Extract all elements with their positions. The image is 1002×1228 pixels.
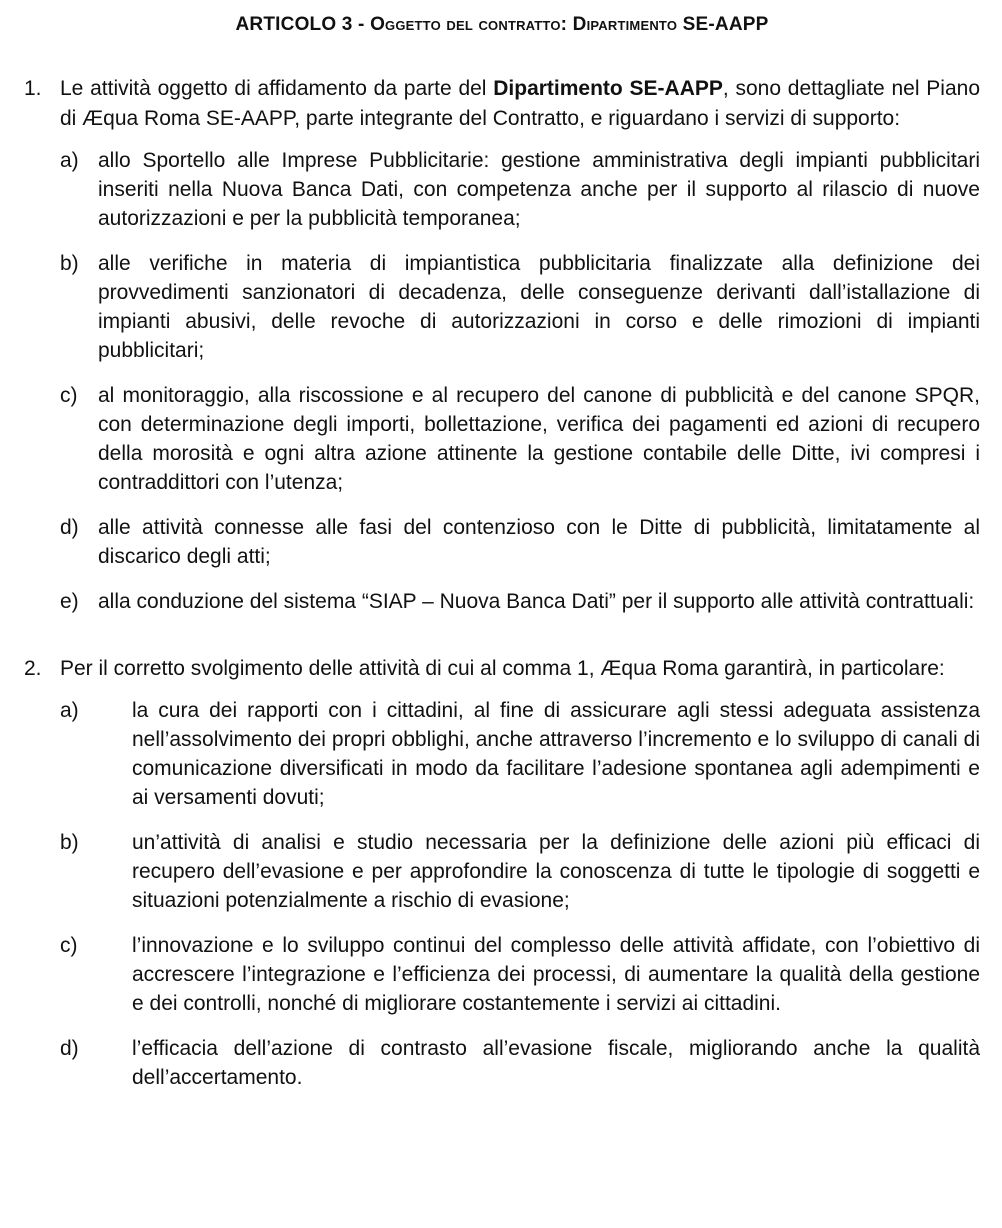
item-text: l’innovazione e lo sviluppo continui del complesso delle attività affidate, con l’obiettivo di accrescere l’integrazione e l’efficienza dei processi, di aumentare la qualità della gestione e dei controlli, nonché di migliorare costantemente i servizi ai cittadini. [132, 934, 980, 1015]
item-text: alla conduzione del sistema “SIAP – Nuova Banca Dati” per il supporto alle attività contrattuali: [98, 590, 975, 613]
item-text: al monitoraggio, alla riscossione e al recupero del canone di pubblicità e del canone SPQR, con determinazione degli importi, bollettazione, verifica dei pagamenti ed azioni di recupero della morosità e ogni altra azione attinente la gestione contabile delle Ditte, ivi compresi i contraddittori con l’utenza; [98, 384, 980, 494]
clause-1-text [60, 74, 980, 134]
item-letter: b) [60, 831, 79, 854]
clause-1-text-bold: Dipartimento SE-AAPP [493, 77, 723, 100]
item-text: l’efficacia dell’azione di contrasto all’evasione fiscale, migliorando anche la qualità dell’accertamento. [132, 1037, 980, 1089]
item-text: alle attività connesse alle fasi del contenzioso con le Ditte di pubblicità, limitatamente al discarico degli atti; [98, 516, 980, 568]
clause-number: 2. [24, 657, 42, 680]
item-letter: c) [60, 934, 78, 957]
item-letter: d) [60, 1037, 79, 1060]
article-title-department: SE-AAPP [677, 14, 769, 35]
item-letter: a) [60, 699, 79, 722]
item-letter: d) [60, 516, 79, 539]
item-letter: c) [60, 384, 78, 407]
list-item [60, 587, 980, 616]
list-item [60, 1034, 980, 1092]
item-letter: e) [60, 590, 79, 613]
list-item [60, 381, 980, 497]
item-text: la cura dei rapporti con i cittadini, al fine di assicurare agli stessi adeguata assistenza nell’assolvimento dei propri obblighi, anche attraverso l’incremento e lo sviluppo di canali di comunicazione diversificati in modo da facilitare l’adesione spontanea agli adempimenti e ai versamenti dovuti; [132, 699, 980, 809]
article-title [24, 14, 980, 36]
list-item [60, 696, 980, 812]
item-text: alle verifiche in materia di impiantistica pubblicitaria finalizzate alla definizione dei provvedimenti sanzionatori di decadenza, delle conseguenze derivanti dall’istallazione di impianti abusivi, delle revoche di autorizzazioni in corso e delle rimozioni di impianti pubblicitari; [98, 252, 980, 362]
clause-1 [24, 74, 980, 632]
list-item [60, 146, 980, 233]
article-title-subject: Oggetto del contratto: Dipartimento [370, 14, 678, 35]
clause-2-text: Per il corretto svolgimento delle attività di cui al comma 1, Æqua Roma garantirà, in particolare: [60, 657, 945, 680]
item-letter: b) [60, 252, 79, 275]
clause-1-body [60, 74, 980, 632]
clause-2 [24, 654, 980, 1108]
article-title-number: ARTICOLO 3 - [235, 14, 371, 35]
item-letter: a) [60, 149, 79, 172]
list-item [60, 513, 980, 571]
clause-1-items [60, 146, 980, 616]
list-item [60, 828, 980, 915]
item-text: un’attività di analisi e studio necessaria per la definizione delle azioni più efficaci di recupero dell’evasione e per approfondire la conoscenza di tutte le tipologie di soggetti e situazioni potenzialmente a rischio di evasione; [132, 831, 980, 912]
clause-1-text-start: Le attività oggetto di affidamento da parte del [60, 77, 494, 100]
clause-1-text-end: , sono dettagliate nel Piano di Æqua Roma SE-AAPP, parte integrante del Contratto, e riguardano i servizi di supporto: [60, 77, 980, 130]
clause-2-items [60, 696, 980, 1092]
clause-number: 1. [24, 77, 42, 100]
item-text: allo Sportello alle Imprese Pubblicitarie: gestione amministrativa degli impianti pubblicitari inseriti nella Nuova Banca Dati, con competenza anche per il supporto al rilascio di nuove autorizzazioni e per la pubblicità temporanea; [98, 149, 980, 230]
list-item [60, 931, 980, 1018]
list-item [60, 249, 980, 365]
clause-2-body [60, 654, 980, 1108]
